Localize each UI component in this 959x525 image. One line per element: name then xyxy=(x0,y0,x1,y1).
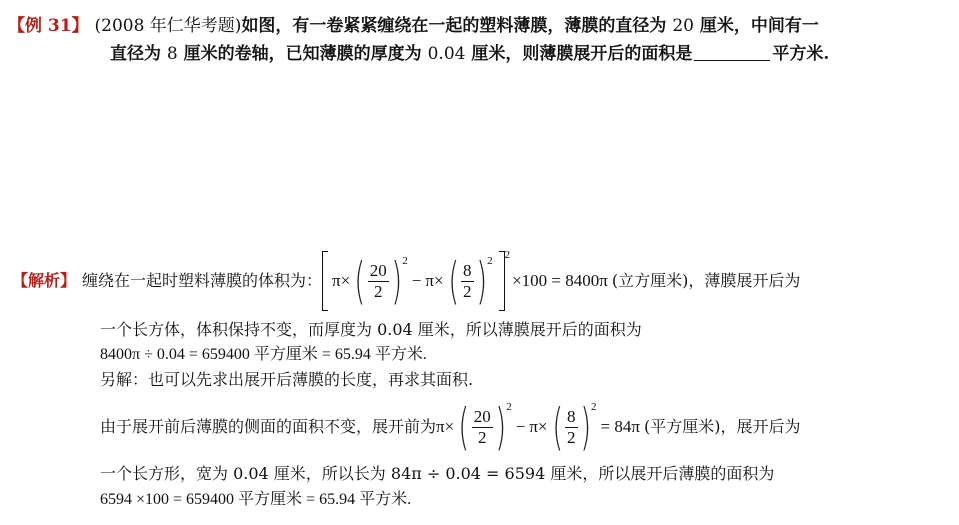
fraction-denominator: 2 xyxy=(477,427,487,447)
fraction-denominator: 2 xyxy=(567,427,576,447)
right-paren: ) xyxy=(391,252,402,310)
solution-text-6: ，展开后为 xyxy=(720,417,801,436)
volume-unit: (立方厘米) xyxy=(611,271,689,290)
fraction-numerator: 8 xyxy=(567,406,576,426)
fraction-8-over-2 xyxy=(565,407,578,448)
minus-sign: − xyxy=(411,271,422,290)
right-paren: ) xyxy=(475,252,487,310)
bracket-exponent: 2 xyxy=(504,249,511,261)
exponent: 2 xyxy=(591,401,597,413)
fraction-20-over-2 xyxy=(368,261,389,302)
volume-formula xyxy=(322,251,608,311)
left-bracket xyxy=(322,251,328,311)
fraction-denominator: 2 xyxy=(373,281,383,301)
pi-symbol: π xyxy=(332,271,341,290)
fraction-numerator: 20 xyxy=(473,406,491,426)
solution-text-1: 缠绕在一起时塑料薄膜的体积为： xyxy=(82,271,323,290)
right-paren: ) xyxy=(495,398,506,456)
problem-line-1 xyxy=(8,14,819,38)
exponent: 2 xyxy=(402,255,408,267)
solution-text-2: ，薄膜展开后为 xyxy=(688,271,801,290)
example-tag: 【例 31】 xyxy=(8,16,89,36)
exponent: 2 xyxy=(487,255,493,267)
problem-text-1: 如图，有一卷紧紧缠绕在一起的塑料薄膜，薄膜的直径为 xyxy=(241,16,667,36)
solution-line-2: 一个长方体，体积保持不变，而厚度为 0.04 厘米，所以薄膜展开后的面积为 xyxy=(100,320,642,339)
thickness-value: 0.04 xyxy=(427,44,466,64)
problem-source: (2008 年仁华考题) xyxy=(94,16,242,36)
fraction-20-over-2 xyxy=(472,407,493,448)
area-formula xyxy=(436,398,640,456)
times-sign: × xyxy=(537,417,548,436)
solution-line-6: 一个长方形，宽为 0.04 厘米，所以长为 84π ÷ 0.04 = 6594 厘米，所以展开后薄膜的面积为 xyxy=(100,464,775,483)
left-paren: ( xyxy=(458,398,470,456)
problem-text-3: 直径为 xyxy=(110,44,161,64)
pi-symbol: π xyxy=(425,271,434,290)
problem-text-4: 厘米的卷轴，已知薄膜的厚度为 xyxy=(183,44,422,64)
times-sign: × xyxy=(433,271,444,290)
solution-tag: 【解析】 xyxy=(12,271,77,290)
solution-line-5 xyxy=(100,398,801,456)
fraction-denominator: 2 xyxy=(463,281,472,301)
exponent: 2 xyxy=(506,401,512,413)
axis-diameter-value: 8 xyxy=(166,44,178,64)
fraction-numerator: 20 xyxy=(369,260,387,280)
problem-text-6: 平方米. xyxy=(772,44,830,64)
diameter-value: 20 xyxy=(672,16,694,36)
problem-line-2 xyxy=(110,42,829,66)
left-paren: ( xyxy=(551,398,563,456)
left-paren: ( xyxy=(354,252,366,310)
fraction-numerator: 8 xyxy=(463,260,472,280)
solution-line-1 xyxy=(12,251,800,311)
pi-symbol: π xyxy=(529,417,538,436)
problem-text-5: 厘米，则薄膜展开后的面积是 xyxy=(471,44,693,64)
solution-line-3: 8400π ÷ 0.04 = 659400 平方厘米 = 65.94 平方米. xyxy=(100,346,427,363)
pi-symbol: π xyxy=(436,417,445,436)
times-sign: × xyxy=(340,271,351,290)
area-result: = 84π xyxy=(600,417,640,436)
times-sign: × xyxy=(444,417,455,436)
solution-line-4: 另解：也可以先求出展开后薄膜的长度，再求其面积. xyxy=(100,370,474,389)
minus-sign: − xyxy=(515,417,526,436)
right-paren: ) xyxy=(579,398,591,456)
volume-result: ×100 = 8400π xyxy=(512,271,608,290)
problem-text-2: 厘米，中间有一 xyxy=(699,16,819,36)
area-unit: (平方厘米) xyxy=(643,417,721,436)
answer-blank xyxy=(694,44,770,61)
left-paren: ( xyxy=(447,252,459,310)
fraction-8-over-2 xyxy=(461,261,474,302)
solution-text-5: 由于展开前后薄膜的侧面的面积不变，展开前为 xyxy=(100,417,437,436)
solution-line-7: 6594 ×100 = 659400 平方厘米 = 65.94 平方米. xyxy=(100,491,412,508)
